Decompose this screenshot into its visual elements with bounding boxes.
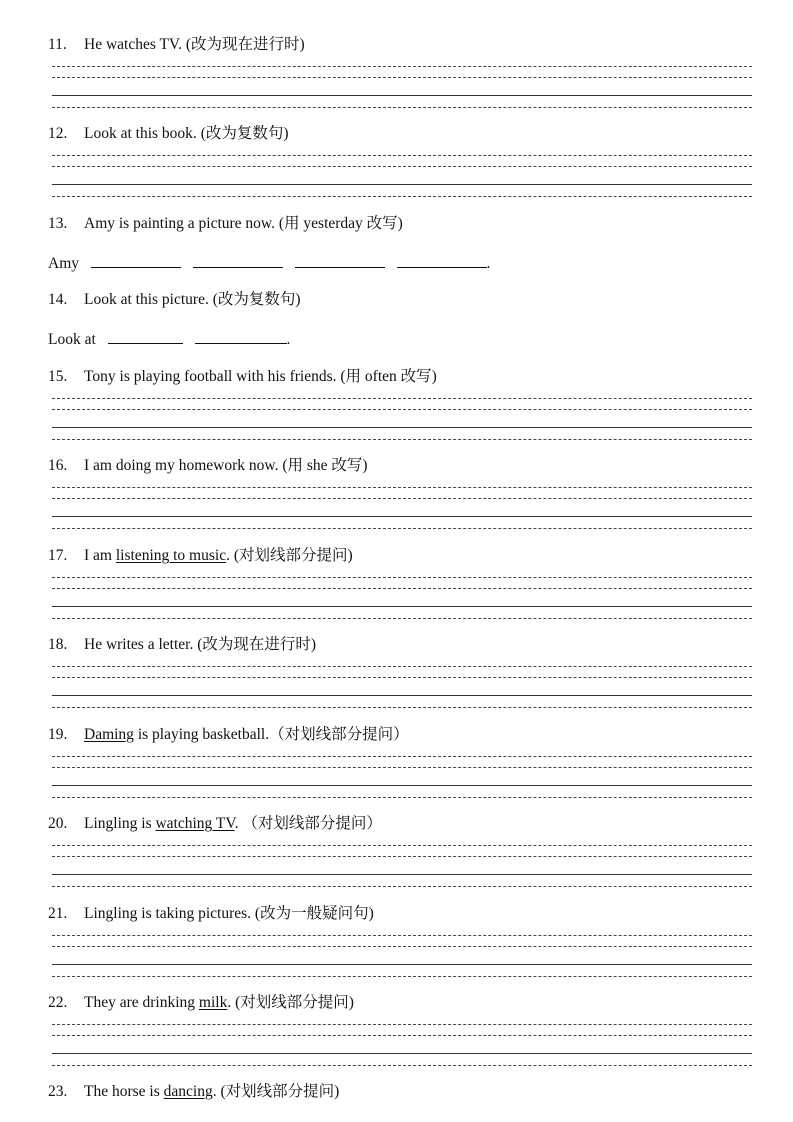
question-number: 11. (48, 36, 67, 53)
question-21 (48, 904, 753, 924)
answer-writing-lines[interactable] (52, 577, 752, 621)
answer-writing-lines[interactable] (52, 845, 752, 889)
question-text: Look at this book. (84, 125, 201, 142)
question-instruction: （对划线部分提问） (269, 726, 409, 743)
solid-baseline (52, 1053, 752, 1054)
dashed-guideline (52, 409, 752, 410)
question-20 (48, 814, 753, 834)
dashed-guideline (52, 398, 752, 399)
solid-baseline (52, 874, 752, 875)
fill-row-end: . (286, 331, 291, 348)
dashed-guideline (52, 756, 752, 757)
dashed-guideline (52, 487, 752, 488)
question-number: 19. (48, 726, 68, 743)
question-text-after: is playing basketball. (133, 726, 270, 743)
question-text: Lingling is (84, 815, 156, 832)
solid-baseline (52, 95, 752, 96)
question-instruction: (改为现在进行时) (197, 636, 317, 653)
blank-field[interactable] (295, 253, 385, 268)
dashed-guideline (52, 1065, 752, 1066)
question-instruction: (改为复数句) (212, 291, 301, 308)
question-17 (48, 546, 753, 566)
underlined-part: watching TV (155, 815, 235, 832)
solid-baseline (52, 606, 752, 607)
answer-writing-lines[interactable] (52, 155, 752, 199)
question-16 (48, 456, 753, 476)
question-number: 21. (48, 905, 68, 922)
dashed-guideline (52, 1024, 752, 1025)
dashed-guideline (52, 1035, 752, 1036)
dashed-guideline (52, 845, 752, 846)
question-instruction: (用 yesterday 改写) (278, 215, 403, 232)
blank-field[interactable] (108, 329, 183, 344)
dashed-guideline (52, 886, 752, 887)
dashed-guideline (52, 155, 752, 156)
dashed-guideline (52, 677, 752, 678)
question-number: 20. (48, 815, 68, 832)
question-15 (48, 367, 753, 387)
blank-field[interactable] (195, 329, 287, 344)
question-text: The horse is (84, 1083, 164, 1100)
question-text: I am (84, 547, 116, 564)
solid-baseline (52, 695, 752, 696)
solid-baseline (52, 785, 752, 786)
underlined-part: Daming (84, 726, 134, 743)
answer-writing-lines[interactable] (52, 398, 752, 442)
question-23 (48, 1082, 753, 1102)
question-instruction: (用 she 改写) (282, 457, 368, 474)
fill-blank-row-13 (48, 253, 490, 274)
answer-writing-lines[interactable] (52, 666, 752, 710)
question-text: They are drinking (84, 994, 199, 1011)
dashed-guideline (52, 498, 752, 499)
question-instruction: (改为复数句) (200, 125, 289, 142)
question-text: Look at this picture. (84, 291, 213, 308)
question-number: 16. (48, 457, 68, 474)
underlined-part: dancing (163, 1083, 213, 1100)
solid-baseline (52, 964, 752, 965)
dashed-guideline (52, 77, 752, 78)
question-22 (48, 993, 753, 1013)
question-instruction: (改为现在进行时) (185, 36, 305, 53)
fill-row-start: Look at (48, 331, 96, 348)
answer-writing-lines[interactable] (52, 66, 752, 110)
dashed-guideline (52, 439, 752, 440)
question-instruction: (对划线部分提问) (233, 547, 353, 564)
solid-baseline (52, 427, 752, 428)
question-text: Amy is painting a picture now. (84, 215, 279, 232)
question-number: 18. (48, 636, 68, 653)
question-number: 12. (48, 125, 68, 142)
dashed-guideline (52, 196, 752, 197)
question-13 (48, 214, 753, 234)
answer-writing-lines[interactable] (52, 487, 752, 531)
question-instruction: (对划线部分提问) (220, 1083, 340, 1100)
fill-row-start: Amy (48, 255, 79, 272)
question-text: Tony is playing football with his friends. (84, 368, 341, 385)
question-text: I am doing my homework now. (84, 457, 283, 474)
question-18 (48, 635, 753, 655)
question-text-after: . (212, 1083, 221, 1100)
question-number: 14. (48, 291, 68, 308)
dashed-guideline (52, 797, 752, 798)
dashed-guideline (52, 528, 752, 529)
question-text: He writes a letter. (84, 636, 198, 653)
question-text: He watches TV. (84, 36, 186, 53)
answer-writing-lines[interactable] (52, 935, 752, 979)
dashed-guideline (52, 666, 752, 667)
dashed-guideline (52, 856, 752, 857)
dashed-guideline (52, 618, 752, 619)
question-text-after: . (226, 547, 234, 564)
solid-baseline (52, 516, 752, 517)
fill-row-end: . (486, 255, 491, 272)
question-instruction: （对划线部分提问） (242, 815, 382, 832)
dashed-guideline (52, 707, 752, 708)
question-11 (48, 35, 753, 55)
question-number: 13. (48, 215, 68, 232)
question-number: 15. (48, 368, 68, 385)
answer-writing-lines[interactable] (52, 1024, 752, 1068)
underlined-part: milk (198, 994, 228, 1011)
question-text: Lingling is taking pictures. (84, 905, 255, 922)
dashed-guideline (52, 976, 752, 977)
dashed-guideline (52, 577, 752, 578)
fill-blank-row-14 (48, 329, 290, 350)
dashed-guideline (52, 107, 752, 108)
dashed-guideline (52, 767, 752, 768)
question-14 (48, 290, 753, 310)
question-number: 23. (48, 1083, 68, 1100)
question-number: 17. (48, 547, 68, 564)
blank-field[interactable] (193, 253, 283, 268)
solid-baseline (52, 184, 752, 185)
blank-field[interactable] (397, 253, 487, 268)
question-number: 22. (48, 994, 68, 1011)
question-text-after: . (234, 815, 243, 832)
question-instruction: (改为一般疑问句) (254, 905, 374, 922)
blank-field[interactable] (91, 253, 181, 268)
question-19 (48, 725, 753, 745)
question-12 (48, 124, 753, 144)
dashed-guideline (52, 66, 752, 67)
question-instruction: (对划线部分提问) (235, 994, 354, 1011)
underlined-part: listening to music (115, 547, 227, 564)
question-text-after: . (227, 994, 236, 1011)
dashed-guideline (52, 588, 752, 589)
question-instruction: (用 often 改写) (340, 368, 437, 385)
dashed-guideline (52, 166, 752, 167)
dashed-guideline (52, 935, 752, 936)
answer-writing-lines[interactable] (52, 756, 752, 800)
dashed-guideline (52, 946, 752, 947)
